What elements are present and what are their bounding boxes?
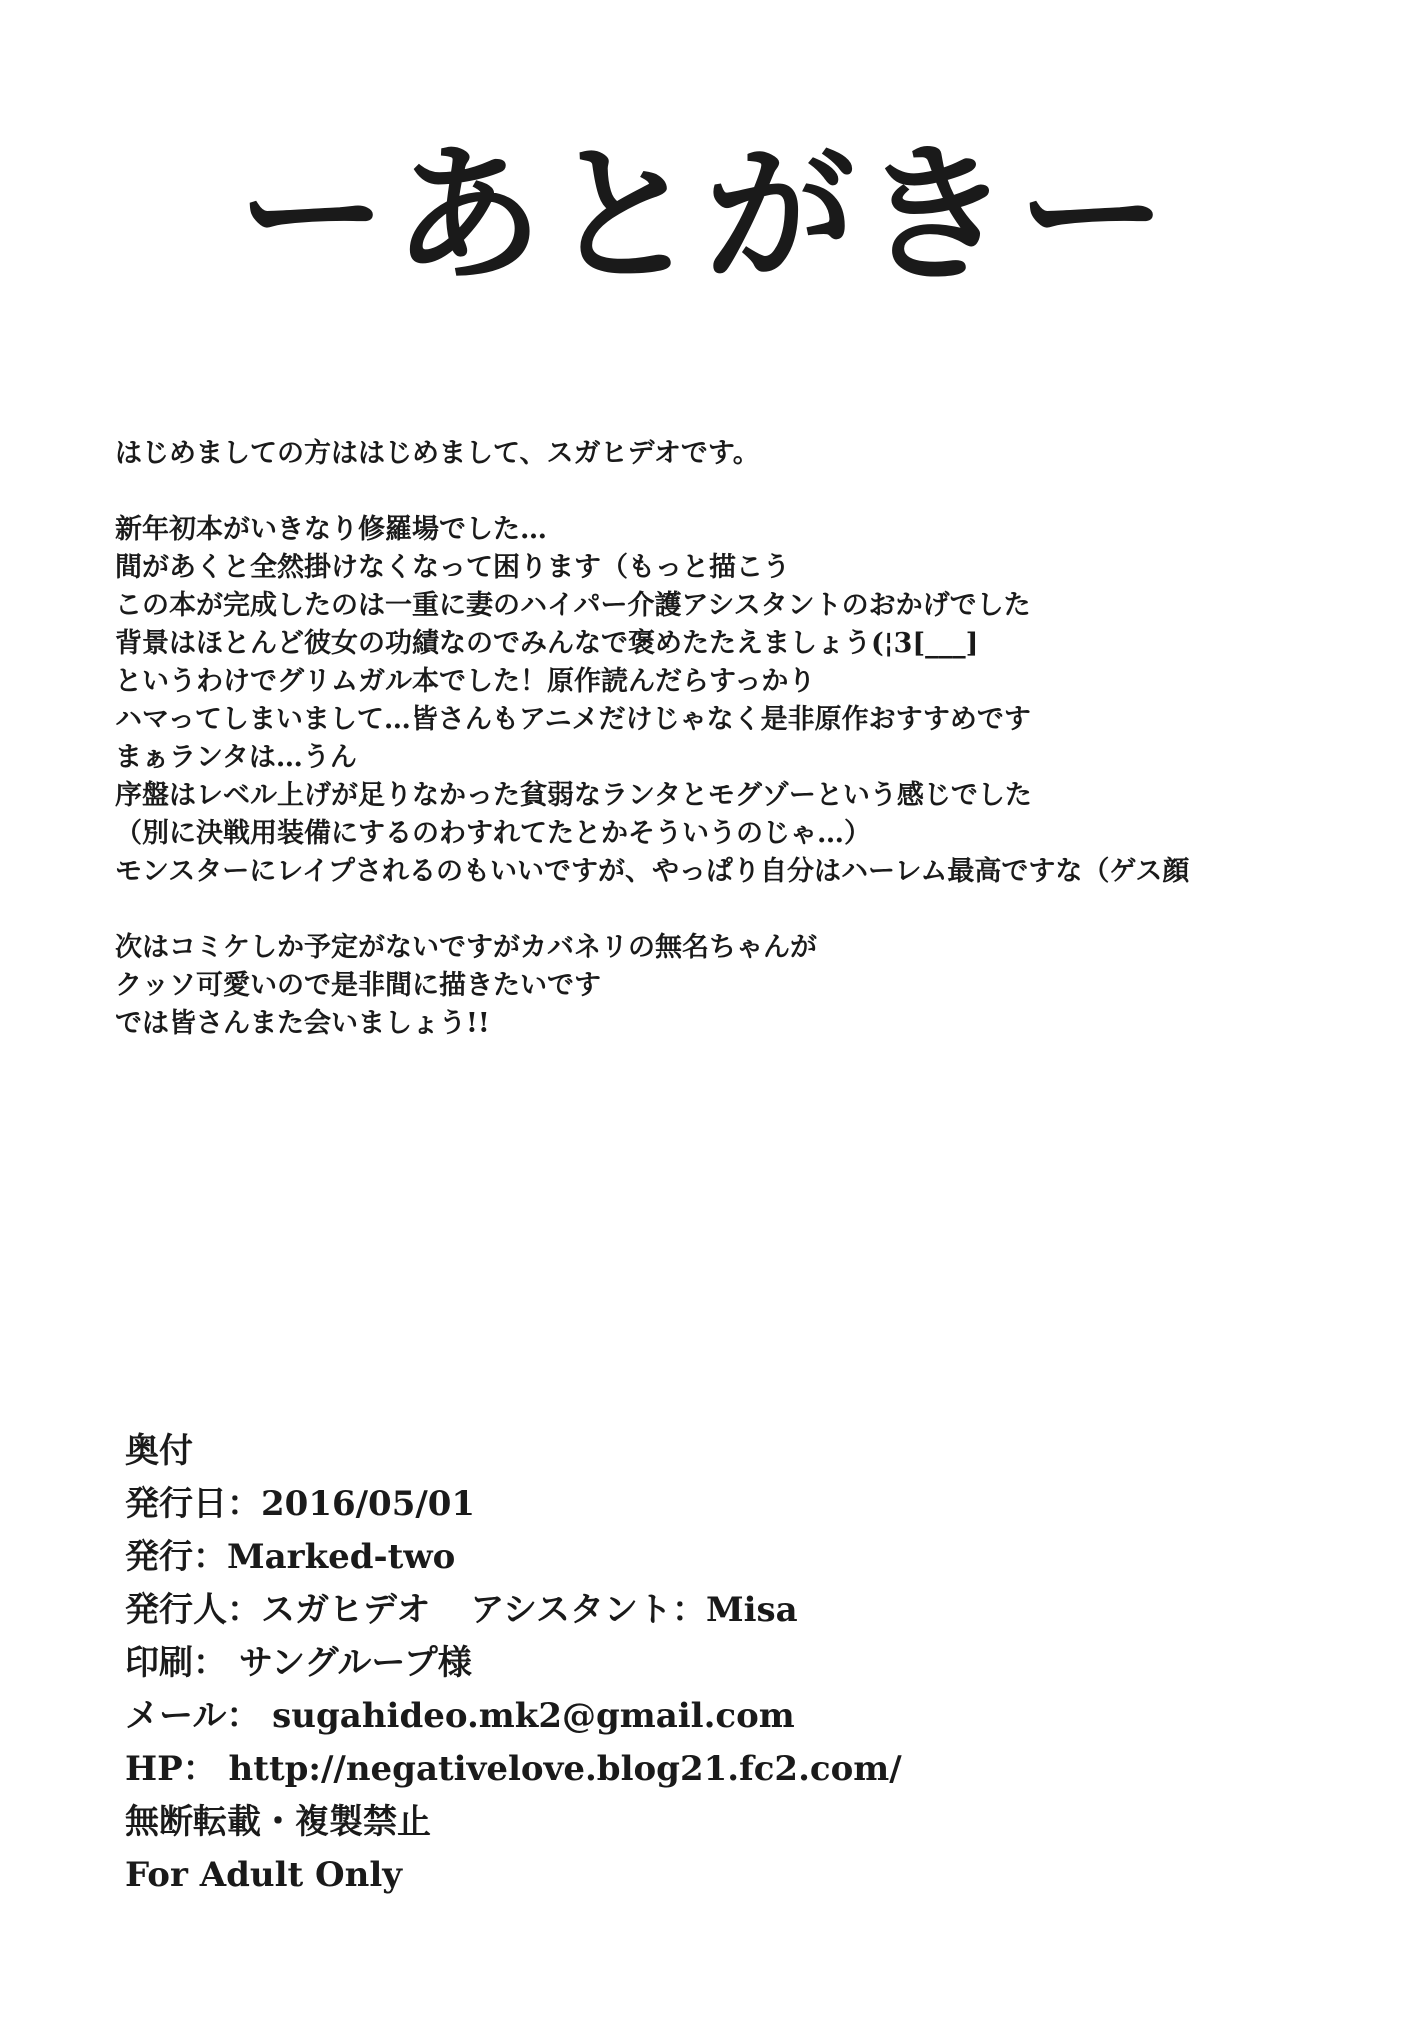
colophon-mail: メール： sugahideo.mk2@gmail.com xyxy=(125,1696,795,1736)
colophon-notice: 無断転載・複製禁止 xyxy=(125,1802,431,1842)
colophon-assistant: アシスタント：Misa xyxy=(470,1590,798,1630)
text-line: 序盤はレベル上げが足りなかった貧弱なランタとモグゾーという感じでした xyxy=(115,780,1032,811)
text-line: 背景はほとんど彼女の功績なのでみんなで褒めたたえましょう(¦3[___] xyxy=(115,628,979,659)
colophon-issuer: 発行人：スガヒデオ xyxy=(125,1590,431,1630)
text-line: まぁランタは…うん xyxy=(115,742,357,773)
colophon-issuer-row xyxy=(125,1584,1325,1637)
colophon-hp: HP： http://negativelove.blog21.fc2.com/ xyxy=(125,1749,902,1789)
colophon-heading: 奥付 xyxy=(125,1431,193,1471)
paragraph-greeting xyxy=(115,435,1355,473)
text-line: 次はコミケしか予定がないですがカバネリの無名ちゃんが xyxy=(115,932,817,963)
text-line: この本が完成したのは一重に妻のハイパー介護アシスタントのおかげでした xyxy=(115,590,1031,621)
afterword-body xyxy=(115,435,1355,1081)
colophon-printer: 印刷： サングループ様 xyxy=(125,1643,472,1683)
colophon-date: 発行日：2016/05/01 xyxy=(125,1484,476,1524)
paragraph-main xyxy=(115,511,1355,891)
text-line: というわけでグリムガル本でした！原作読んだらすっかり xyxy=(115,666,816,697)
text-line: モンスターにレイプされるのもいいですが、やっぱり自分はハーレム最高ですな（ゲス顔 xyxy=(115,856,1190,887)
text-line: （別に決戦用装備にするのわすれてたとかそういうのじゃ…） xyxy=(115,818,871,849)
text-line: では皆さんまた会いましょう!! xyxy=(115,1008,490,1039)
text-line: クッソ可愛いので是非間に描きたいです xyxy=(115,970,601,1001)
page-title: ーあとがきー xyxy=(236,127,1173,303)
colophon-rating: For Adult Only xyxy=(125,1855,403,1895)
text-line: 新年初本がいきなり修羅場でした… xyxy=(115,514,547,545)
text-line: はじめましての方ははじめまして、スガヒデオです。 xyxy=(115,438,760,469)
text-line: 間があくと全然掛けなくなって困ります（もっと描こう xyxy=(115,552,790,583)
text-line: ハマってしまいまして…皆さんもアニメだけじゃなく是非原作おすすめです xyxy=(115,704,1031,735)
colophon-publisher: 発行：Marked-two xyxy=(125,1537,456,1577)
paragraph-closing xyxy=(115,929,1355,1043)
colophon xyxy=(125,1425,1325,1902)
